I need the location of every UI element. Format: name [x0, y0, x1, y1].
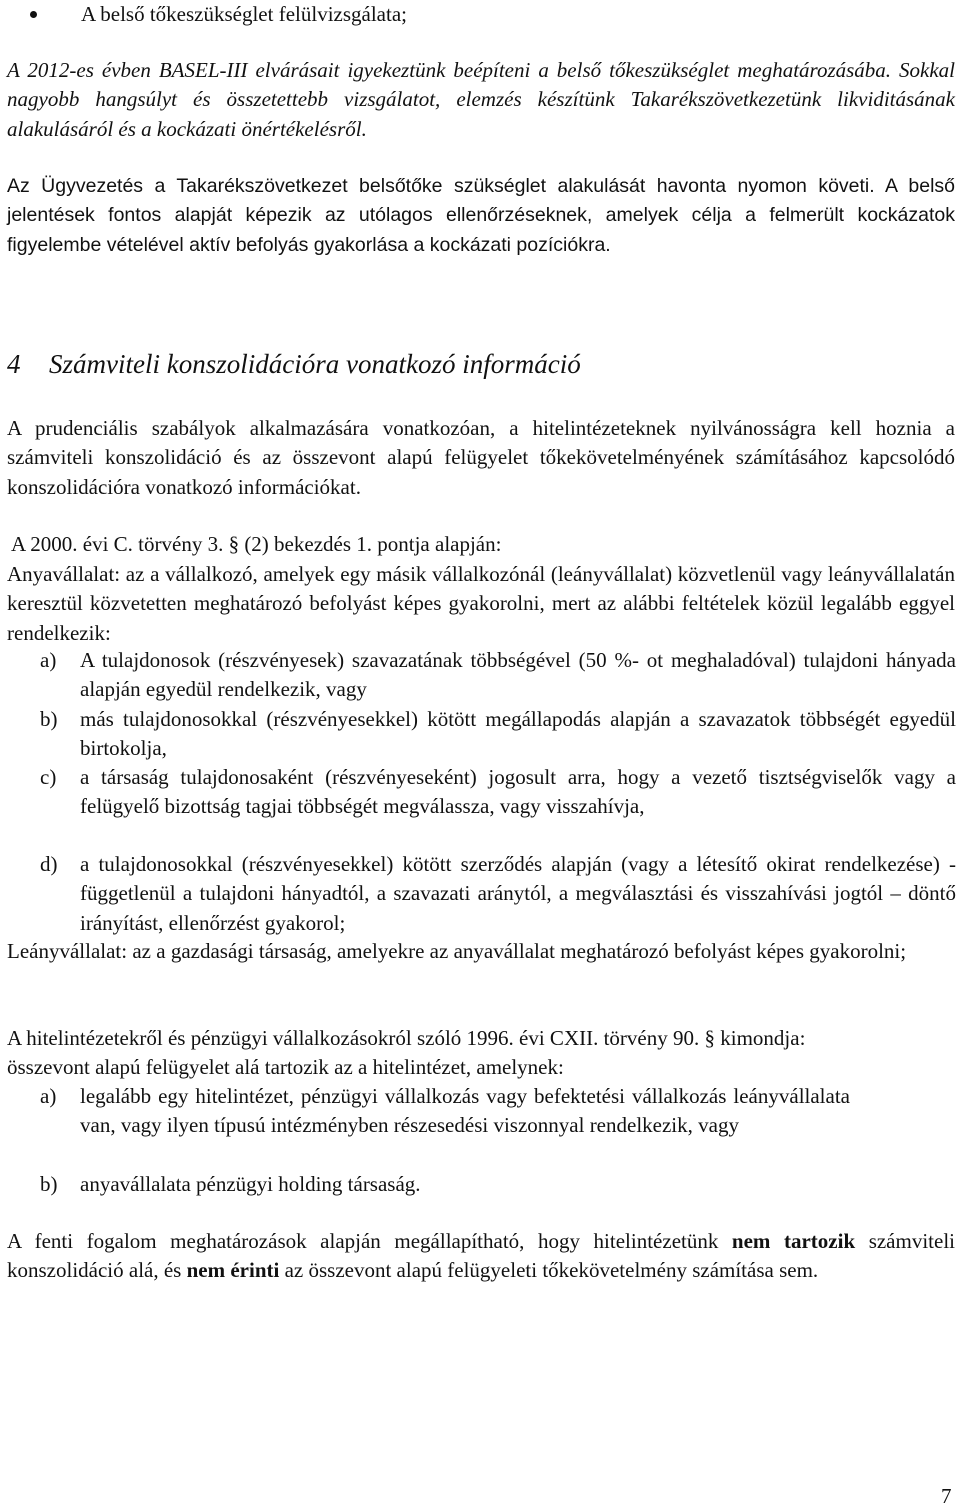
prudential-paragraph: A prudenciális szabályok alkalmazására vonatkozóan, a hitelintézeteknek nyilvánosságra kell hoznia a számviteli konszolidáció és az összevont alapú felügyelet tőkekövetelményének számításához kapcsolódó konszolidációra vonatkozó információkat.: [7, 416, 955, 499]
section-title: Számviteli konszolidációra vonatkozó információ: [49, 349, 581, 379]
intro-italic-paragraph: A 2012-es évben BASEL-III elvárásait igyekeztünk beépíteni a belső tőkeszükséglet meghatározásába. Sokkal nagyobb hangsúlyt és összetettebb vizsgálatot, elemzés készítünk Takarékszövetkezetünk likviditásának alakulásáról és a kockázati önértékelésről.: [7, 58, 955, 141]
parent-definition: Anyavállalat: az a vállalkozó, amelyek egy másik vállalkozónál (leányvállalat) közvetlenül vagy leányvállalatán keresztül közvetetten meghatározó befolyást képes gyakorolni, mert az alábbi feltételek közül legalább eggyel rendelkezik:: [7, 562, 955, 645]
list-label: c): [40, 765, 57, 789]
conclusion-paragraph: [7, 1227, 955, 1286]
subsidiary-definition: Leányvállalat: az a gazdasági társaság, amelyekre az anyavállalat meghatározó befolyást képes gyakorolni;: [7, 939, 907, 963]
monitoring-paragraph: Az Ügyvezetés a Takarékszövetkezet belsőtőke szükséglet alakulását havonta nyomon követi. A belső jelentések fontos alapját képezik az utólagos ellenőrzéseknek, amelyek célja a felmerült kockázatok figyelembe vételével aktív befolyás gyakorlása a kockázati pozíciókra.: [7, 175, 955, 256]
list-text: a társaság tulajdonosaként (részvényeseként) jogosult arra, hogy a vezető tisztségviselők vagy a felügyelő bizottság tagjai többségét megválassza, vagy visszahívja,: [80, 765, 956, 819]
conclusion-text-2: számviteli konszolidáció alá, és: [7, 1229, 955, 1283]
conclusion-text-3: az összevont alapú felügyeleti tőkekövetelmény számítása sem.: [279, 1258, 819, 1283]
conclusion-text-1: A fenti fogalom meghatározások alapján megállapítható, hogy hitelintézetünk: [7, 1229, 732, 1253]
conclusion-bold-1: nem tartozik: [731, 1229, 856, 1253]
conclusion-bold-2: nem érinti: [186, 1258, 280, 1283]
section-number: 4: [7, 349, 21, 379]
section-heading: [7, 346, 581, 382]
list-text: A tulajdonosok (részvényesek) szavazatának többségével (50 %- ot meghaladóval) tulajdoni hányada alapján egyedül rendelkezik, vagy: [80, 648, 956, 702]
list-text: más tulajdonosokkal (részvényesekkel) kötött megállapodás alapján a szavazatok többségét egyedül birtokolja,: [80, 707, 956, 761]
list-label: b): [40, 707, 58, 731]
credit-law-paragraph: A hitelintézetekről és pénzügyi vállalkozásokról szóló 1996. évi CXII. törvény 90. § kimondja: összevont alapú felügyelet alá tartozik az a hitelintézet, amelynek:: [7, 1026, 806, 1080]
bullet-dot-icon: [30, 11, 37, 18]
list-text: anyavállalata pénzügyi holding társaság.: [80, 1172, 421, 1196]
page-number: 7: [941, 1484, 952, 1508]
list-label: d): [40, 852, 58, 876]
list-text: legalább egy hitelintézet, pénzügyi vállalkozás vagy befektetési vállalkozás leányvállalata van, vagy ilyen típusú intézményben részesedési viszonnyal rendelkezik, vagy: [80, 1084, 850, 1138]
law-reference: A 2000. évi C. törvény 3. § (2) bekezdés 1. pontja alapján:: [11, 532, 502, 556]
list-label: a): [40, 1084, 57, 1108]
bullet-text: A belső tőkeszükséglet felülvizsgálata;: [81, 2, 407, 26]
list-label: b): [40, 1172, 58, 1196]
list-text: a tulajdonosokkal (részvényesekkel) kötött szerződés alapján (vagy a létesítő okirat rendelkezése) - függetlenül a tulajdoni hányadtól, a szavazati aránytól, a megválasztási és visszahívási jogtól – döntő irányítást, ellenőrzést gyakorol;: [80, 852, 956, 935]
list-label: a): [40, 648, 57, 672]
